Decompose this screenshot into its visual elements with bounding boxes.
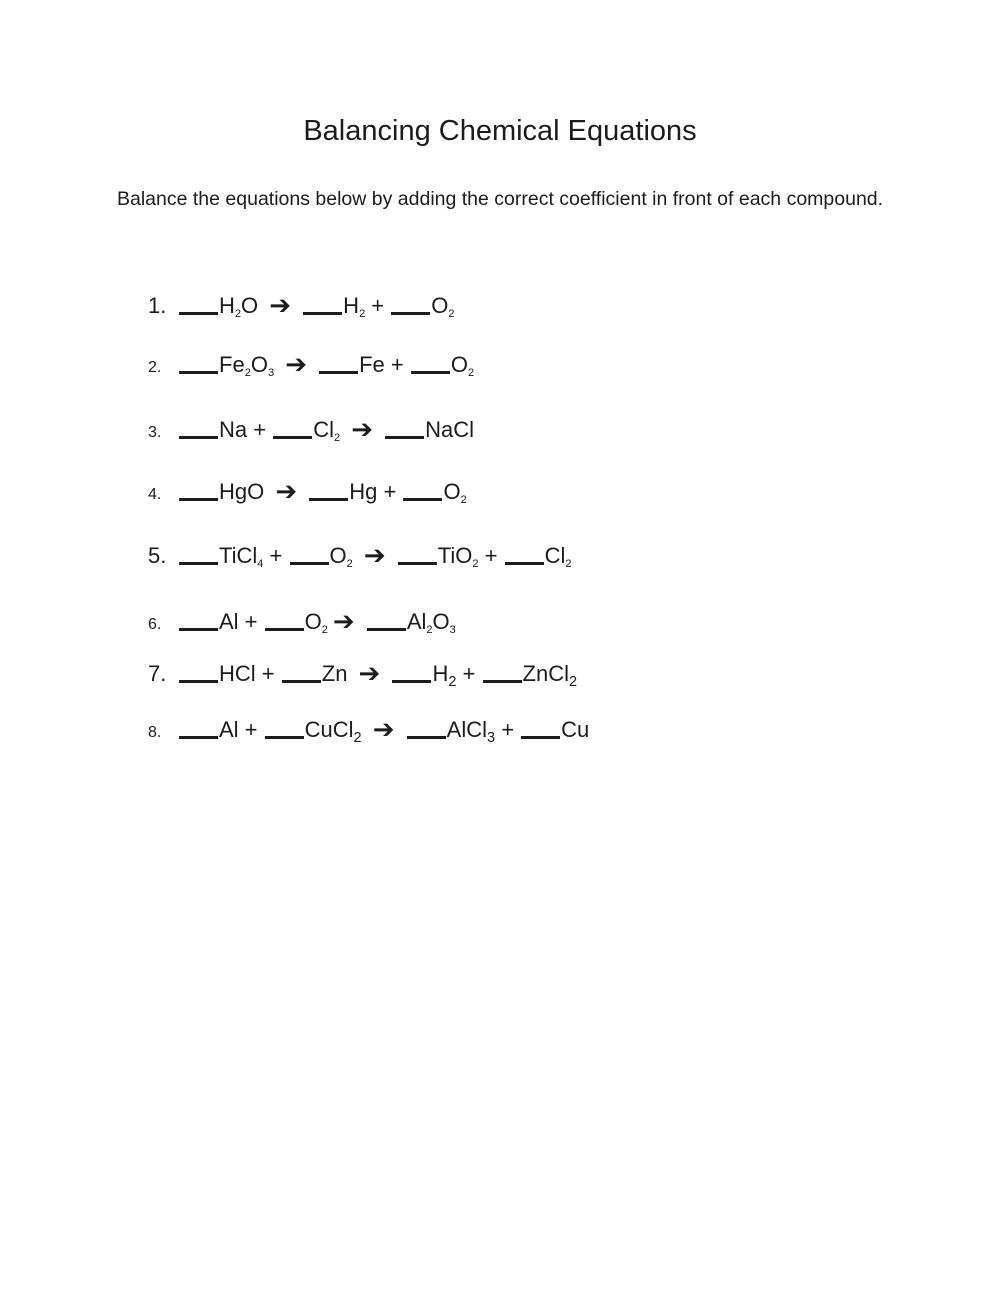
formula-text: H [219,293,235,318]
subscript: 4 [257,558,264,570]
subscript: 2 [359,308,366,320]
formula-text [302,479,308,504]
equation-number: 5. [148,543,167,568]
formula-text: + [365,293,391,318]
arrow-icon: ➔ [332,606,355,636]
formula-text: O [432,609,450,634]
formula-text: O [431,293,449,318]
equation-number: 8. [148,724,162,741]
subscript: 3 [487,730,496,746]
answer-blank[interactable] [309,498,348,501]
equation-list [148,0,968,1291]
subscript: 2 [467,367,475,379]
equation-number: 4. [148,486,162,503]
formula-text: CuCl [304,717,354,742]
answer-blank[interactable] [179,628,218,631]
subscript: 2 [472,558,479,570]
formula-text: O [250,352,268,377]
formula-text: Cu [561,717,590,742]
subscript: 2 [234,308,242,320]
answer-blank[interactable] [179,312,218,315]
formula-text: HgO [219,479,271,504]
formula-text: HCl + [219,661,281,686]
equation-row-6 [148,603,456,637]
subscript: 3 [267,367,275,379]
formula-text [296,293,302,318]
formula-text: H [432,661,449,686]
formula-text [360,609,366,634]
subscript: 3 [449,624,456,636]
formula-text [391,543,397,568]
arrow-icon: ➔ [372,714,395,744]
answer-blank[interactable] [179,498,218,501]
answer-blank[interactable] [273,436,312,439]
arrow-icon: ➔ [358,658,381,688]
formula-text: + [495,717,521,742]
answer-blank[interactable] [398,562,437,565]
formula-text: TiO [437,543,473,568]
answer-blank[interactable] [407,736,446,739]
equation-row-8 [148,711,589,745]
formula-text: H [343,293,360,318]
answer-blank[interactable] [179,680,218,683]
answer-blank[interactable] [392,680,431,683]
equation-number: 2. [148,359,162,376]
formula-text: Na + [219,417,273,442]
formula-text: + [263,543,289,568]
answer-blank[interactable] [505,562,544,565]
formula-text [362,717,368,742]
equation-row-4 [148,473,467,507]
answer-blank[interactable] [483,680,522,683]
answer-blank[interactable] [411,371,450,374]
formula-text [274,352,280,377]
formula-text: Hg + [349,479,403,504]
answer-blank[interactable] [403,498,442,501]
formula-text: Fe [219,352,245,377]
answer-blank[interactable] [290,562,329,565]
formula-text [353,543,359,568]
equation-row-5 [148,537,572,571]
instructions-text: Balance the equations below by adding the correct coefficient in front of each compound. [117,188,884,210]
answer-blank[interactable] [391,312,430,315]
formula-text: ZnCl [522,661,569,686]
arrow-icon: ➔ [363,540,386,570]
answer-blank[interactable] [179,436,218,439]
equation-row-7 [148,655,577,689]
equation-number: 1. [148,293,167,318]
arrow-icon: ➔ [269,290,292,320]
formula-text: O [443,479,461,504]
arrow-icon: ➔ [285,349,307,379]
arrow-icon: ➔ [275,476,298,506]
subscript: 2 [568,674,578,690]
formula-text: O [329,543,347,568]
equation-number: 3. [148,424,162,441]
formula-text [340,417,346,442]
subscript: 2 [353,730,362,746]
answer-blank[interactable] [265,628,304,631]
equation-number: 6. [148,616,162,633]
formula-text: Zn [321,661,354,686]
formula-text: TiCl [219,543,258,568]
subscript: 2 [460,494,467,506]
formula-text [312,352,318,377]
arrow-icon: ➔ [351,414,374,444]
subscript: 2 [333,432,341,444]
page-title: Balancing Chemical Equations [303,115,697,147]
answer-blank[interactable] [179,371,218,374]
subscript: 2 [565,558,572,570]
subscript: 2 [426,624,433,636]
formula-text: AlCl [446,717,488,742]
equation-row-2 [148,346,474,380]
formula-text: + [478,543,504,568]
answer-blank[interactable] [179,736,218,739]
equation-row-3 [148,411,474,445]
answer-blank[interactable] [385,436,424,439]
subscript: 2 [321,624,328,636]
formula-text: O [450,352,468,377]
formula-text: Al [406,609,427,634]
formula-text: NaCl [425,417,475,442]
answer-blank[interactable] [282,680,321,683]
equation-number: 7. [148,661,167,686]
answer-blank[interactable] [179,562,218,565]
formula-text [378,417,384,442]
subscript: 2 [244,367,251,379]
answer-blank[interactable] [303,312,342,315]
subscript: 2 [448,674,457,690]
formula-text: Cl [313,417,334,442]
answer-blank[interactable] [319,371,358,374]
equation-row-1 [148,287,455,321]
formula-text: Al + [219,717,264,742]
answer-blank[interactable] [265,736,304,739]
answer-blank[interactable] [367,628,406,631]
answer-blank[interactable] [521,736,560,739]
subscript: 2 [448,308,455,320]
formula-text: O [304,609,322,634]
formula-text [385,661,391,686]
formula-text: Cl [544,543,566,568]
formula-text: O [241,293,265,318]
formula-text: Fe + [359,352,410,377]
formula-text [400,717,406,742]
formula-text: Al + [219,609,264,634]
subscript: 2 [346,558,353,570]
formula-text: + [456,661,482,686]
